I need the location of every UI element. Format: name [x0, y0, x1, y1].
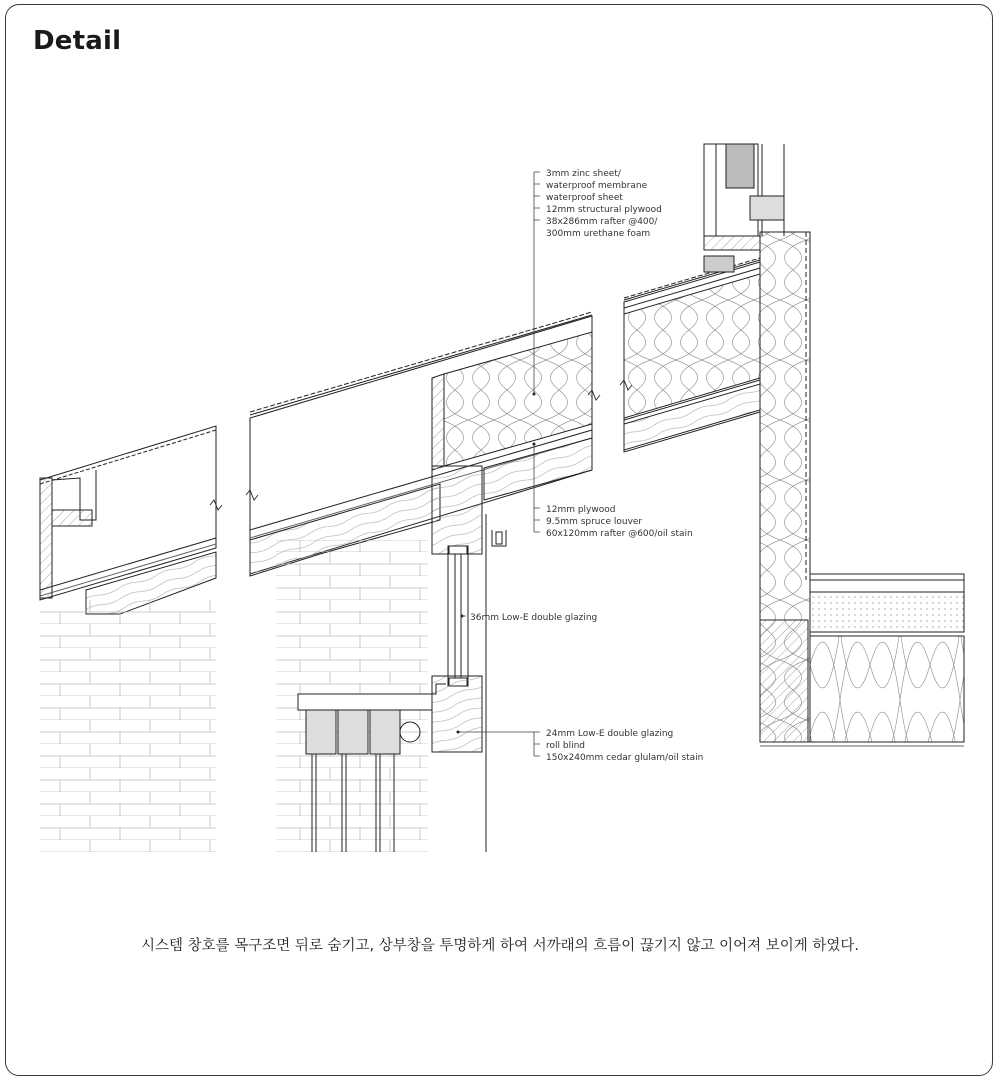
page-title: Detail [33, 26, 122, 56]
glazing-lower-label: roll blind [546, 741, 586, 751]
glazing-lower-labels [546, 729, 703, 763]
left-roof-segment [40, 426, 216, 614]
eave-label: 9.5mm spruce louver [546, 517, 643, 527]
glazing-label: 36mm Low-E double glazing [470, 613, 598, 623]
caption-text: 시스템 창호를 목구조면 뒤로 숨기고, 상부창을 투명하게 하여 서까래의 흐름이 끊기지 않고 이어져 보이게 하였다. [140, 938, 860, 954]
glazing-upper-label [470, 613, 597, 623]
glazing-lower-label: 150x240mm cedar glulam/oil stain [546, 753, 704, 763]
roof-label: 3mm zinc sheet/ [546, 169, 621, 179]
eave-label: 12mm plywood [546, 505, 616, 515]
right-roof-segment [620, 258, 760, 452]
glazing-lower-label: 24mm Low-E double glazing [546, 729, 674, 739]
roof-labels [546, 169, 662, 239]
roof-label: waterproof membrane [546, 181, 648, 191]
roof-label: 12mm structural plywood [546, 205, 662, 215]
eave-labels [546, 505, 693, 539]
upper-glazing-frame [432, 466, 506, 852]
eave-label: 60x120mm rafter @600/oil stain [546, 529, 693, 539]
roof-label: 38x286mm rafter @400/ [546, 217, 658, 227]
floor-buildup [810, 574, 964, 742]
roof-label: waterproof sheet [546, 193, 623, 203]
left-brick-wall [40, 600, 216, 852]
roof-label: 300mm urethane foam [546, 229, 651, 239]
